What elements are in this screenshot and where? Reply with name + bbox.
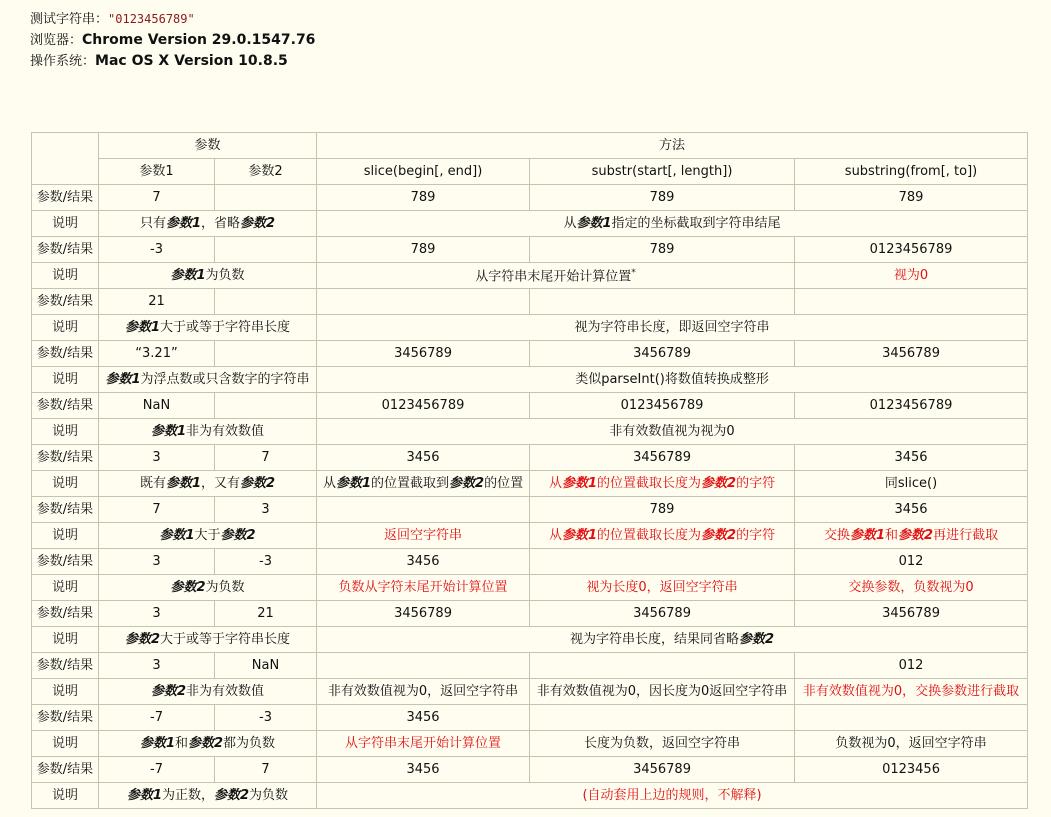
note-text: 从 (548, 528, 562, 543)
row-label-note: 说明 (32, 783, 99, 809)
row-label-note: 说明 (32, 315, 99, 341)
note-text: 从字符串末尾开始计算位置 (345, 736, 502, 751)
method-note-substr (530, 679, 795, 705)
param-ref: 参数1 (165, 476, 201, 491)
cell-p2: 7 (215, 445, 317, 471)
cell-substring: 0123456789 (795, 237, 1028, 263)
param-ref: 参数1 (561, 476, 597, 491)
header-params: 参数 (99, 133, 317, 159)
param-ref: 参数2 (240, 476, 276, 491)
row-label-result: 参数/结果 (32, 237, 99, 263)
note-text: 视为长度0，返回空字符串 (586, 580, 738, 595)
note-text: 非有效数值视为0，返回空字符串 (327, 684, 519, 699)
cell-slice (317, 497, 530, 523)
method-note-substring (795, 731, 1028, 757)
note-text: 从 (548, 476, 562, 491)
param-ref: 参数1 (165, 216, 201, 231)
note-text: 视为0 (893, 268, 929, 283)
corner-cell (32, 133, 99, 185)
cell-p2: -3 (215, 549, 317, 575)
note-text: 为浮点数或只含数字的字符串 (140, 372, 310, 387)
cell-p1: 3 (99, 445, 215, 471)
cell-p2 (215, 289, 317, 315)
note-text: 为负数 (249, 788, 289, 803)
note-text: 从 (563, 216, 577, 231)
row-label-note: 说明 (32, 575, 99, 601)
cell-substr (530, 705, 795, 731)
cell-slice: 3456 (317, 705, 530, 731)
browser-label: 浏览器： (30, 33, 83, 48)
method-note (317, 627, 1028, 653)
result-row (32, 601, 1028, 627)
param-note (99, 731, 317, 757)
result-row (32, 393, 1028, 419)
cell-substr (530, 549, 795, 575)
cell-substr: 0123456789 (530, 393, 795, 419)
cell-substr (530, 653, 795, 679)
cell-p1: -7 (99, 757, 215, 783)
cell-substr: 3456789 (530, 341, 795, 367)
note-row (32, 575, 1028, 601)
param-note (99, 211, 317, 237)
row-label-result: 参数/结果 (32, 445, 99, 471)
header-methods: 方法 (317, 133, 1028, 159)
param-note (99, 419, 317, 445)
cell-p1: 3 (99, 601, 215, 627)
method-note-slice (317, 523, 530, 549)
cell-substr: 3456789 (530, 601, 795, 627)
note-row (32, 731, 1028, 757)
method-note-substr (530, 471, 795, 497)
result-row (32, 445, 1028, 471)
cell-slice: 3456 (317, 445, 530, 471)
param-ref: 参数1 (576, 216, 612, 231)
cell-substring: 789 (795, 185, 1028, 211)
note-text: 负数从字符末尾开始计算位置 (338, 580, 508, 595)
param-note (99, 679, 317, 705)
note-text: 为正数， (161, 788, 214, 803)
param-ref: 参数2 (701, 476, 737, 491)
cell-p2: 7 (215, 757, 317, 783)
cell-substring: 3456789 (795, 341, 1028, 367)
result-row (32, 549, 1028, 575)
cell-p2 (215, 393, 317, 419)
method-note-substr (530, 575, 795, 601)
note-text: 大于或等于字符串长度 (160, 632, 291, 647)
param-ref: 参数2 (898, 528, 934, 543)
note-text: 的字符 (736, 528, 776, 543)
cell-p2 (215, 237, 317, 263)
note-text: 交换参数，负数视为0 (848, 580, 974, 595)
test-string-value: "0123456789" (108, 12, 195, 26)
param-ref: 参数1 (126, 788, 162, 803)
param-ref: 参数1 (335, 476, 371, 491)
param-note (99, 575, 317, 601)
param-note (99, 627, 317, 653)
cell-p1: “3.21” (99, 341, 215, 367)
test-string-line (30, 9, 315, 30)
cell-substring (795, 705, 1028, 731)
cell-substring: 012 (795, 653, 1028, 679)
cell-p1: -3 (99, 237, 215, 263)
cell-p2 (215, 185, 317, 211)
result-row (32, 653, 1028, 679)
method-note-slice-substr (317, 263, 795, 289)
cell-substr: 789 (530, 185, 795, 211)
note-text: ，省略 (201, 216, 241, 231)
result-row (32, 757, 1028, 783)
note-text: 从 (322, 476, 336, 491)
note-text: 视为字符串长度，结果同省略 (569, 632, 739, 647)
note-text: 视为字符串长度，即返回空字符串 (574, 320, 770, 335)
row-label-result: 参数/结果 (32, 757, 99, 783)
cell-slice: 3456 (317, 757, 530, 783)
cell-p1: 7 (99, 497, 215, 523)
cell-p2 (215, 341, 317, 367)
cell-substring: 0123456 (795, 757, 1028, 783)
cell-substr: 3456789 (530, 757, 795, 783)
method-note-substr (530, 731, 795, 757)
method-note-substr (530, 523, 795, 549)
method-note-slice (317, 471, 530, 497)
row-label-note: 说明 (32, 263, 99, 289)
param-ref: 参数2 (170, 580, 206, 595)
cell-p1: 3 (99, 549, 215, 575)
param-note (99, 783, 317, 809)
note-text: 的位置截取长度为 (597, 528, 702, 543)
note-text: 非为有效数值 (186, 684, 265, 699)
note-text: 长度为负数，返回空字符串 (584, 736, 741, 751)
param-note (99, 367, 317, 393)
note-text: 大于 (194, 528, 221, 543)
note-text: 非有效数值视为视为0 (609, 424, 735, 439)
note-text: 的位置截取到 (371, 476, 450, 491)
param-ref: 参数1 (159, 528, 195, 543)
note-text: 再进行截取 (933, 528, 999, 543)
param-ref: 参数1 (150, 424, 187, 439)
cell-substring: 3456 (795, 497, 1028, 523)
param-ref: 参数1 (105, 372, 141, 387)
note-text: 的位置 (484, 476, 524, 491)
header-param1: 参数1 (99, 159, 215, 185)
info-block (30, 9, 315, 72)
cell-slice: 789 (317, 237, 530, 263)
param-note (99, 523, 317, 549)
cell-p2: -3 (215, 705, 317, 731)
cell-substring (795, 289, 1028, 315)
cell-substring: 012 (795, 549, 1028, 575)
row-label-result: 参数/结果 (32, 497, 99, 523)
note-text: 既有 (139, 476, 166, 491)
result-row (32, 705, 1028, 731)
param-ref: 参数2 (449, 476, 485, 491)
cell-slice: 3456 (317, 549, 530, 575)
row-label-result: 参数/结果 (32, 705, 99, 731)
note-text: 大于或等于字符串长度 (160, 320, 291, 335)
row-label-note: 说明 (32, 523, 99, 549)
cell-p2: 21 (215, 601, 317, 627)
note-text: 类似parseInt()将数值转换成整形 (575, 372, 769, 387)
note-row (32, 523, 1028, 549)
note-row (32, 419, 1028, 445)
browser-line (30, 30, 315, 51)
param-ref: 参数1 (561, 528, 597, 543)
browser-value: Chrome Version 29.0.1547.76 (82, 32, 316, 48)
cell-substr: 3456789 (530, 445, 795, 471)
cell-p2: NaN (215, 653, 317, 679)
cell-substring: 3456789 (795, 601, 1028, 627)
param-ref: 参数2 (220, 528, 256, 543)
note-row (32, 315, 1028, 341)
param-note (99, 315, 317, 341)
param-ref: 参数1 (124, 320, 161, 335)
note-text: 同slice() (884, 476, 938, 491)
note-text: 只有 (139, 216, 166, 231)
note-text: 和 (174, 736, 188, 751)
note-text: 的位置截取长度为 (597, 476, 702, 491)
param-ref: 参数1 (170, 268, 206, 283)
row-label-result: 参数/结果 (32, 393, 99, 419)
param-ref: 参数2 (701, 528, 737, 543)
note-row (32, 679, 1028, 705)
cell-substr (530, 289, 795, 315)
note-row (32, 263, 1028, 289)
cell-p1: 21 (99, 289, 215, 315)
note-text: 从字符串末尾开始计算位置 (475, 269, 632, 285)
header-slice: slice(begin[, end]) (317, 159, 530, 185)
header-param2: 参数2 (215, 159, 317, 185)
note-text: 负数视为0，返回空字符串 (835, 736, 987, 751)
result-row (32, 237, 1028, 263)
param-ref: 参数2 (150, 684, 187, 699)
row-label-result: 参数/结果 (32, 185, 99, 211)
note-row (32, 627, 1028, 653)
param-note (99, 263, 317, 289)
cell-slice: 789 (317, 185, 530, 211)
param-ref: 参数1 (139, 736, 175, 751)
cell-slice (317, 653, 530, 679)
cell-p2: 3 (215, 497, 317, 523)
cell-slice (317, 289, 530, 315)
note-text: 为负数 (205, 268, 245, 283)
note-row (32, 471, 1028, 497)
method-note (317, 783, 1028, 809)
os-label: 操作系统： (30, 54, 96, 69)
cell-p1: NaN (99, 393, 215, 419)
footnote-mark: * (631, 268, 636, 279)
cell-p1: 3 (99, 653, 215, 679)
param-ref: 参数2 (240, 216, 276, 231)
note-text: 指定的坐标截取到字符串结尾 (611, 216, 781, 231)
row-label-note: 说明 (32, 679, 99, 705)
note-text: 都为负数 (223, 736, 276, 751)
cell-slice: 0123456789 (317, 393, 530, 419)
method-note-slice (317, 575, 530, 601)
result-row (32, 497, 1028, 523)
test-string-label: 测试字符串： (30, 12, 109, 27)
cell-p1: -7 (99, 705, 215, 731)
row-label-result: 参数/结果 (32, 549, 99, 575)
method-note-slice (317, 731, 530, 757)
method-note (317, 211, 1028, 237)
method-note (317, 367, 1028, 393)
cell-substr: 789 (530, 497, 795, 523)
row-label-note: 说明 (32, 731, 99, 757)
row-label-note: 说明 (32, 627, 99, 653)
method-note (317, 315, 1028, 341)
row-label-result: 参数/结果 (32, 341, 99, 367)
row-label-note: 说明 (32, 471, 99, 497)
row-label-result: 参数/结果 (32, 601, 99, 627)
result-row (32, 185, 1028, 211)
row-label-note: 说明 (32, 419, 99, 445)
method-note-substring (795, 471, 1028, 497)
note-text: 非为有效数值 (186, 424, 265, 439)
note-text: 非有效数值视为0，因长度为0返回空字符串 (536, 684, 788, 699)
os-line (30, 51, 315, 72)
param-note (99, 471, 317, 497)
method-note (317, 419, 1028, 445)
cell-substr: 789 (530, 237, 795, 263)
note-text: 交换 (823, 528, 850, 543)
note-text: ，又有 (201, 476, 241, 491)
cell-slice: 3456789 (317, 601, 530, 627)
row-label-result: 参数/结果 (32, 289, 99, 315)
note-text: 非有效数值视为0，交换参数进行截取 (802, 684, 1020, 699)
param-ref: 参数2 (124, 632, 161, 647)
method-note-slice (317, 679, 530, 705)
row-label-note: 说明 (32, 367, 99, 393)
note-row (32, 211, 1028, 237)
param-ref: 参数2 (188, 736, 224, 751)
row-label-note: 说明 (32, 211, 99, 237)
method-note-substring (795, 263, 1028, 289)
method-note-substring (795, 575, 1028, 601)
comparison-table (31, 132, 1028, 809)
param-ref: 参数2 (214, 788, 250, 803)
method-note-substring (795, 679, 1028, 705)
note-row (32, 783, 1028, 809)
header-substr: substr(start[, length]) (530, 159, 795, 185)
param-ref: 参数1 (849, 528, 886, 543)
note-text: 的字符 (736, 476, 776, 491)
method-note-substring (795, 523, 1028, 549)
cell-slice: 3456789 (317, 341, 530, 367)
row-label-result: 参数/结果 (32, 653, 99, 679)
param-ref: 参数2 (739, 632, 775, 647)
cell-substring: 0123456789 (795, 393, 1028, 419)
cell-substring: 3456 (795, 445, 1028, 471)
note-text: 返回空字符串 (384, 528, 463, 543)
result-row (32, 341, 1028, 367)
note-text: 和 (885, 528, 899, 543)
header-substring: substring(from[, to]) (795, 159, 1028, 185)
result-row (32, 289, 1028, 315)
cell-p1: 7 (99, 185, 215, 211)
note-text: (自动套用上边的规则，不解释) (582, 788, 762, 803)
os-value: Mac OS X Version 10.8.5 (95, 53, 288, 69)
note-row (32, 367, 1028, 393)
note-text: 为负数 (205, 580, 245, 595)
